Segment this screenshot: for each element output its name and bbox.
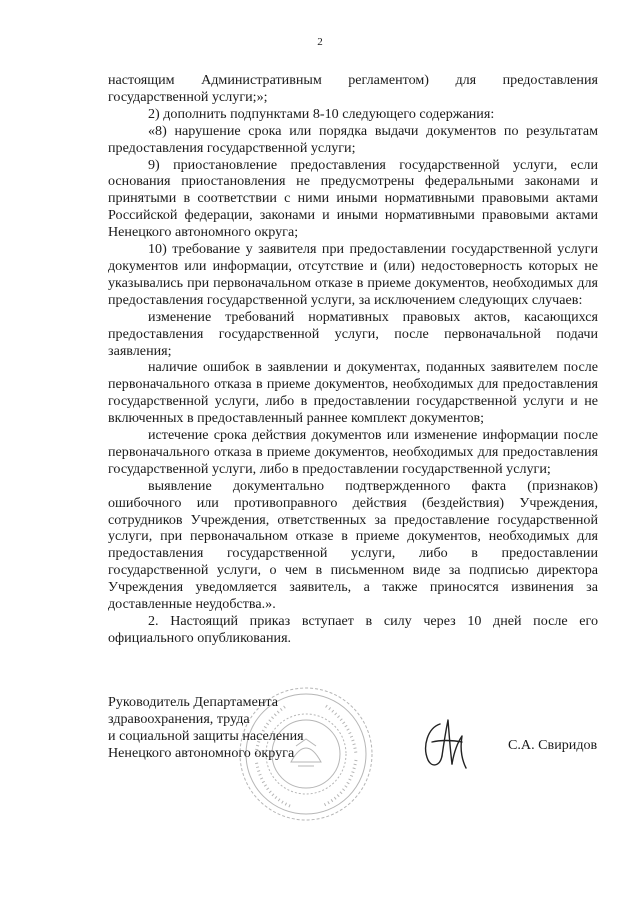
signatory-position <box>108 694 304 762</box>
signatory-position-line: здравоохранения, труда <box>108 711 250 727</box>
paragraph: истечение срока действия документов или изменение информации после первоначального отказа в приеме документов, необходимых для предоставления государственной услуги, либо в предоставлении государственной услуги; <box>108 427 598 477</box>
paragraph: выявление документально подтвержденного факта (признаков) ошибочного или противоправного действия (бездействия) Учреждения, сотрудников Учреждения, ответственных за предоставление государственной услуги, при первоначальном отказе в приеме документов, необходимых для предоставления государственной услуги, либо в предоставлении государственной услуги, о чем в письменном виде за подписью директора Учреждения уведомляется заявитель, а также приносятся извинения за доставленные неудобства.». <box>108 477 598 613</box>
handwritten-signature <box>418 712 470 776</box>
paragraph: «8) нарушение срока или порядка выдачи документов по результатам предоставления государственной услуги; <box>108 122 598 156</box>
page-number: 2 <box>317 36 323 48</box>
body-text <box>108 72 598 647</box>
paragraph: 10) требование у заявителя при предоставлении государственной услуги документов или информации, отсутствие и (или) недостоверность которых не указывались при первоначальном отказе в приеме документов, необходимых для предоставления государственной услуги, за исключением следующих случаев: <box>108 241 598 308</box>
paragraph: 2. Настоящий приказ вступает в силу через 10 дней после его официального опубликования. <box>108 613 598 646</box>
paragraph: настоящим Административным регламентом) для предоставления государственной услуги;»; <box>108 72 598 105</box>
paragraph: изменение требований нормативных правовых актов, касающихся предоставления государственной услуги, после первоначальной подачи заявления; <box>108 308 598 359</box>
signatory-name: С.А. Свиридов <box>508 737 598 753</box>
signatory-position-line: Ненецкого автономного округа <box>108 745 295 761</box>
signatory-position-line: Руководитель Департамента <box>108 694 278 710</box>
paragraph: 9) приостановление предоставления государственной услуги, если основания приостановления не предусмотрены федеральными законами и принятыми в соответствии с ними иными нормативными правовыми актами Российской федерации, законами и иными нормативными правовыми актами Ненецкого автономного округа; <box>108 156 598 241</box>
paragraph: наличие ошибок в заявлении и документах, поданных заявителем после первоначального отказа в приеме документов, необходимых для предоставления государственной услуги, либо в предоставлении государственной услуги и не включенных в предоставленный раннее комплект документов; <box>108 359 598 427</box>
paragraph: 2) дополнить подпунктами 8-10 следующего содержания: <box>148 105 495 122</box>
signatory-position-line: и социальной защиты населения <box>108 728 304 744</box>
